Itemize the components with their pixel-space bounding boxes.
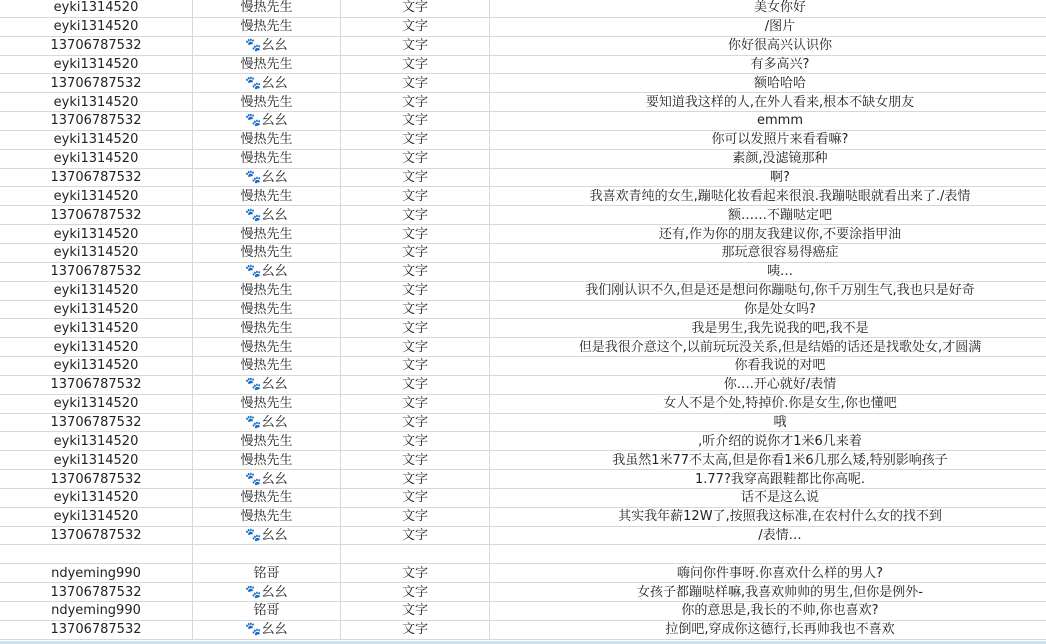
cell-message[interactable]: 嗨问你件事呀.你喜欢什么样的男人?: [676, 565, 884, 581]
cell-message[interactable]: 但是我很介意这个,以前玩玩没关系,但是结婚的话还是找歌处女,才圆满: [578, 339, 982, 355]
cell-account[interactable]: eyki1314520: [0, 338, 193, 356]
cell-nickname[interactable]: 慢热先生: [193, 93, 341, 111]
cell-account[interactable]: eyki1314520: [0, 395, 193, 413]
cell-type[interactable]: 文字: [341, 489, 490, 507]
cell-type[interactable]: 文字: [341, 432, 490, 450]
cell-account[interactable]: [0, 545, 193, 563]
cell-nickname[interactable]: 慢热先生: [193, 357, 341, 375]
cell-nickname[interactable]: 🐾幺幺: [193, 376, 341, 394]
cell-message[interactable]: 我是男生,我先说我的吧,我不是: [691, 320, 869, 336]
cell-account[interactable]: 13706787532: [0, 206, 193, 224]
cell-nickname[interactable]: 🐾幺幺: [193, 206, 341, 224]
table-row: [0, 93, 1046, 112]
cell-nickname[interactable]: 🐾幺幺: [193, 414, 341, 432]
cell-account[interactable]: 13706787532: [0, 74, 193, 92]
cell-message[interactable]: 话不是这么说: [740, 490, 819, 506]
cell-message[interactable]: ,听介绍的说你才1米6几来着: [698, 433, 862, 449]
table-row: [0, 564, 1046, 583]
cell-type[interactable]: 文字: [341, 0, 490, 17]
table-row: [0, 74, 1046, 93]
table-row: [0, 470, 1046, 489]
cell-account[interactable]: ndyeming990: [0, 602, 193, 620]
cell-nickname[interactable]: 慢热先生: [193, 395, 341, 413]
table-row: [0, 602, 1046, 621]
cell-message[interactable]: 额……不蹦哒定吧: [727, 207, 832, 223]
table-row: [0, 508, 1046, 527]
cell-account[interactable]: eyki1314520: [0, 244, 193, 262]
table-row: [0, 37, 1046, 56]
table-row: [0, 150, 1046, 169]
cell-account[interactable]: 13706787532: [0, 527, 193, 545]
cell-nickname[interactable]: 🐾幺幺: [193, 470, 341, 488]
table-row: [0, 583, 1046, 602]
cell-nickname[interactable]: 铭哥: [193, 564, 341, 582]
table-row: [0, 319, 1046, 338]
table-row: [0, 112, 1046, 131]
table-row: [0, 527, 1046, 546]
cell-account[interactable]: eyki1314520: [0, 357, 193, 375]
cell-message[interactable]: 你是处女吗?: [744, 301, 816, 317]
table-row: [0, 357, 1046, 376]
cell-message[interactable]: 你….开心就好/表情: [723, 377, 837, 393]
cell-type[interactable]: 文字: [341, 18, 490, 36]
cell-account[interactable]: eyki1314520: [0, 0, 193, 17]
cell-account[interactable]: eyki1314520: [0, 319, 193, 337]
cell-nickname[interactable]: 🐾幺幺: [193, 527, 341, 545]
cell-type[interactable]: 文字: [341, 187, 490, 205]
table-row: [0, 187, 1046, 206]
cell-message[interactable]: 你的意思是,我长的不帅,你也喜欢?: [681, 603, 879, 619]
cell-type[interactable]: 文字: [341, 564, 490, 582]
cell-account[interactable]: 13706787532: [0, 470, 193, 488]
cell-nickname[interactable]: 🐾幺幺: [193, 112, 341, 130]
cell-type[interactable]: 文字: [341, 319, 490, 337]
table-row: [0, 338, 1046, 357]
cell-nickname[interactable]: 慢热先生: [193, 282, 341, 300]
cell-type[interactable]: 文字: [341, 56, 490, 74]
cell-nickname[interactable]: 慢热先生: [193, 56, 341, 74]
cell-message[interactable]: 要知道我这样的人,在外人看来,根本不缺女朋友: [645, 94, 915, 110]
cell-nickname[interactable]: 慢热先生: [193, 319, 341, 337]
cell-message[interactable]: 你看我说的对吧: [734, 358, 826, 374]
cell-type[interactable]: 文字: [341, 414, 490, 432]
cell-message[interactable]: 我虽然1米77不太高,但是你看1米6几那么矮,特别影响孩子: [612, 452, 948, 468]
cell-type[interactable]: 文字: [341, 93, 490, 111]
cell-type[interactable]: 文字: [341, 583, 490, 601]
cell-nickname[interactable]: 慢热先生: [193, 432, 341, 450]
cell-message[interactable]: emmm: [757, 113, 803, 129]
cell-nickname[interactable]: 慢热先生: [193, 244, 341, 262]
cell-nickname[interactable]: 🐾幺幺: [193, 74, 341, 92]
cell-type[interactable]: 文字: [341, 451, 490, 469]
table-row: [0, 244, 1046, 263]
cell-message[interactable]: 拉倒吧,穿成你这德行,长再帅我也不喜欢: [665, 622, 895, 638]
cell-message[interactable]: 那玩意很容易得癌症: [721, 245, 839, 261]
cell-type[interactable]: 文字: [341, 225, 490, 243]
cell-nickname[interactable]: 铭哥: [193, 602, 341, 620]
table-row: [0, 263, 1046, 282]
cell-account[interactable]: 13706787532: [0, 263, 193, 281]
cell-message[interactable]: 素颜,没滤镜那种: [732, 151, 828, 167]
cell-type[interactable]: 文字: [341, 508, 490, 526]
cell-nickname[interactable]: 🐾幺幺: [193, 583, 341, 601]
cell-message[interactable]: 你好很高兴认识你: [727, 38, 832, 54]
table-row: [0, 489, 1046, 508]
cell-account[interactable]: 13706787532: [0, 621, 193, 639]
cell-nickname[interactable]: 慢热先生: [193, 301, 341, 319]
cell-account[interactable]: 13706787532: [0, 169, 193, 187]
cell-nickname[interactable]: 慢热先生: [193, 451, 341, 469]
cell-nickname[interactable]: 🐾幺幺: [193, 263, 341, 281]
cell-type[interactable]: 文字: [341, 357, 490, 375]
table-row: [0, 282, 1046, 301]
cell-type[interactable]: 文字: [341, 263, 490, 281]
cell-message[interactable]: 你可以发照片来看看嘛?: [711, 132, 849, 148]
cell-type[interactable]: 文字: [341, 37, 490, 55]
cell-account[interactable]: eyki1314520: [0, 18, 193, 36]
cell-type[interactable]: 文字: [341, 74, 490, 92]
cell-nickname[interactable]: 慢热先生: [193, 187, 341, 205]
cell-nickname[interactable]: 慢热先生: [193, 131, 341, 149]
cell-nickname[interactable]: 慢热先生: [193, 489, 341, 507]
cell-account[interactable]: eyki1314520: [0, 489, 193, 507]
cell-message[interactable]: 咦…: [766, 264, 793, 280]
table-row: [0, 56, 1046, 75]
cell-type[interactable]: 文字: [341, 112, 490, 130]
cell-nickname[interactable]: 慢热先生: [193, 18, 341, 36]
cell-account[interactable]: eyki1314520: [0, 93, 193, 111]
cell-nickname[interactable]: 慢热先生: [193, 225, 341, 243]
cell-message[interactable]: /图片: [764, 19, 796, 35]
cell-account[interactable]: 13706787532: [0, 112, 193, 130]
cell-account[interactable]: eyki1314520: [0, 432, 193, 450]
cell-message[interactable]: 其实我年薪12W了,按照我这标准,在农村什么女的找不到: [618, 509, 942, 525]
cell-type[interactable]: 文字: [341, 282, 490, 300]
table-row: [0, 301, 1046, 320]
cell-type[interactable]: 文字: [341, 470, 490, 488]
cell-type[interactable]: 文字: [341, 621, 490, 639]
cell-type[interactable]: 文字: [341, 376, 490, 394]
cell-account[interactable]: eyki1314520: [0, 131, 193, 149]
cell-nickname[interactable]: 🐾幺幺: [193, 169, 341, 187]
table-row: [0, 621, 1046, 640]
cell-account[interactable]: eyki1314520: [0, 187, 193, 205]
cell-account[interactable]: eyki1314520: [0, 150, 193, 168]
table-row: [0, 376, 1046, 395]
cell-type[interactable]: 文字: [341, 244, 490, 262]
table-row: [0, 206, 1046, 225]
cell-nickname[interactable]: 🐾幺幺: [193, 621, 341, 639]
cell-account[interactable]: ndyeming990: [0, 564, 193, 582]
cell-message[interactable]: 啊?: [770, 170, 790, 186]
cell-type[interactable]: 文字: [341, 395, 490, 413]
cell-type[interactable]: 文字: [341, 602, 490, 620]
cell-account[interactable]: eyki1314520: [0, 56, 193, 74]
table-row: [0, 395, 1046, 414]
table-row: [0, 432, 1046, 451]
cell-nickname[interactable]: 🐾幺幺: [193, 37, 341, 55]
cell-message[interactable]: 有多高兴?: [750, 56, 810, 72]
cell-message[interactable]: 哦: [773, 414, 787, 430]
cell-message[interactable]: [490, 545, 1046, 563]
table-row: [0, 169, 1046, 188]
cell-type[interactable]: 文字: [341, 338, 490, 356]
table-row: [0, 131, 1046, 150]
cell-type[interactable]: 文字: [341, 169, 490, 187]
cell-nickname[interactable]: 慢热先生: [193, 508, 341, 526]
table-row: [0, 451, 1046, 470]
cell-type[interactable]: 文字: [341, 301, 490, 319]
table-row: [0, 225, 1046, 244]
cell-account[interactable]: eyki1314520: [0, 451, 193, 469]
cell-nickname[interactable]: 慢热先生: [193, 338, 341, 356]
cell-message[interactable]: 女人不是个处,特掉价.你是女生,你也懂吧: [663, 396, 897, 412]
cell-message[interactable]: 额哈哈哈: [753, 75, 806, 91]
cell-type[interactable]: 文字: [341, 150, 490, 168]
cell-type[interactable]: 文字: [341, 131, 490, 149]
cell-account[interactable]: 13706787532: [0, 37, 193, 55]
cell-account[interactable]: eyki1314520: [0, 508, 193, 526]
cell-type[interactable]: 文字: [341, 527, 490, 545]
table-row: [0, 0, 1046, 18]
table-row: [0, 18, 1046, 37]
cell-message[interactable]: 我们刚认识不久,但是还是想问你蹦哒句,你千万别生气,我也只是好奇: [585, 283, 975, 299]
cell-account[interactable]: eyki1314520: [0, 301, 193, 319]
cell-account[interactable]: 13706787532: [0, 414, 193, 432]
cell-account[interactable]: eyki1314520: [0, 225, 193, 243]
cell-message[interactable]: 我喜欢青纯的女生,蹦哒化妆看起来很浪.我蹦哒眼就看出来了./表情: [589, 188, 971, 204]
cell-message[interactable]: 美女你好: [753, 0, 806, 16]
table-row: [0, 545, 1046, 564]
cell-message[interactable]: /表情…: [758, 528, 802, 544]
cell-message[interactable]: 女孩子都蹦哒样嘛,我喜欢帅帅的男生,但你是例外-: [637, 584, 923, 600]
cell-type[interactable]: 文字: [341, 206, 490, 224]
cell-account[interactable]: 13706787532: [0, 376, 193, 394]
cell-nickname[interactable]: 慢热先生: [193, 150, 341, 168]
cell-nickname[interactable]: 慢热先生: [193, 0, 341, 17]
cell-nickname[interactable]: [193, 545, 341, 563]
cell-account[interactable]: 13706787532: [0, 583, 193, 601]
cell-message[interactable]: 1.77?我穿高跟鞋都比你高呢.: [695, 471, 865, 487]
cell-message[interactable]: 还有,作为你的朋友我建议你,不要涂指甲油: [658, 226, 902, 242]
cell-type[interactable]: [341, 545, 490, 563]
table-row: [0, 414, 1046, 433]
cell-account[interactable]: eyki1314520: [0, 282, 193, 300]
